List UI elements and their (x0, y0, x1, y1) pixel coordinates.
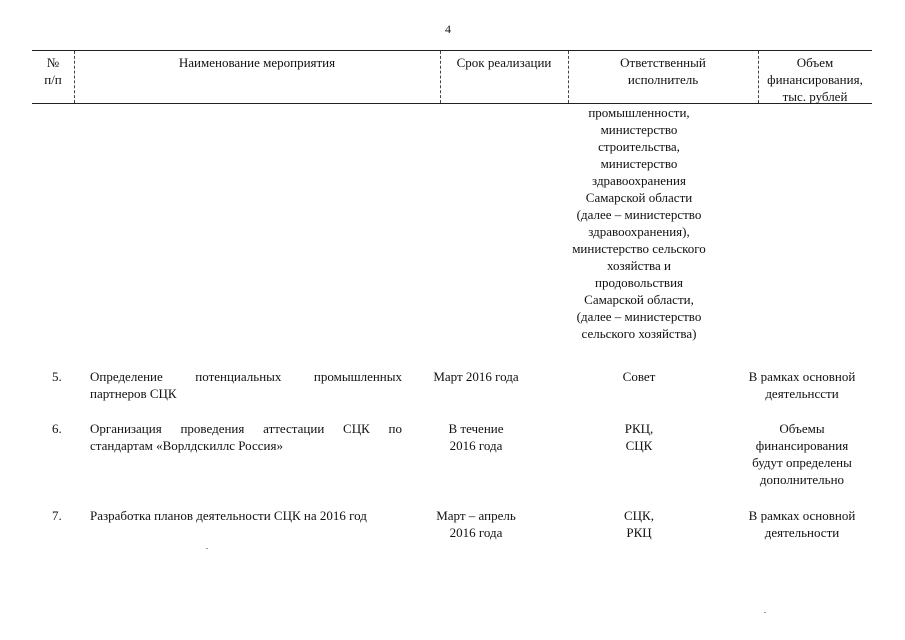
executor-continuation: промышленности, министерство строительства, министерство здравоохранения Самарской области (далее – министерство здравоохранения), министерство сельского хозяйства и продовольствия Самарской области, (далее – министерство сельского хозяйства) (572, 105, 706, 341)
row-term: В течение 2016 года (448, 421, 504, 453)
row-number: 5. (52, 369, 62, 384)
row-term: Март – апрель 2016 года (436, 508, 516, 540)
scan-speck (206, 548, 208, 549)
row-executor: СЦК, РКЦ (624, 508, 654, 540)
row-executor: Совет (622, 369, 656, 384)
header-executor: Ответственный исполнитель (620, 55, 706, 87)
row-name: Определение потенциальных промышленных партнеров СЦК (90, 369, 402, 401)
row-funding: Объемы финансирования будут определены дополнительно (752, 421, 852, 487)
row-number: 6. (52, 421, 62, 436)
row-number: 7. (52, 508, 62, 523)
row-funding: В рамках основной деятельности (748, 508, 856, 540)
row-name: Организация проведения аттестации СЦК по стандартам «Ворлдскиллс Россия» (90, 421, 402, 453)
table-header (32, 50, 872, 104)
header-term: Срок реализации (456, 55, 552, 70)
scan-speck (764, 612, 766, 613)
row-term: Март 2016 года (433, 369, 519, 384)
row-funding: В рамках основной деятельнссти (748, 369, 856, 401)
page-number: 4 (445, 22, 451, 36)
header-name: Наименование мероприятия (178, 55, 336, 70)
row-name: Разработка планов деятельности СЦК на 2016 год (90, 508, 367, 523)
header-num: № п/п (44, 55, 62, 87)
header-funding: Объем финансирования, тыс. рублей (767, 55, 863, 104)
row-executor: РКЦ, СЦК (624, 421, 654, 453)
